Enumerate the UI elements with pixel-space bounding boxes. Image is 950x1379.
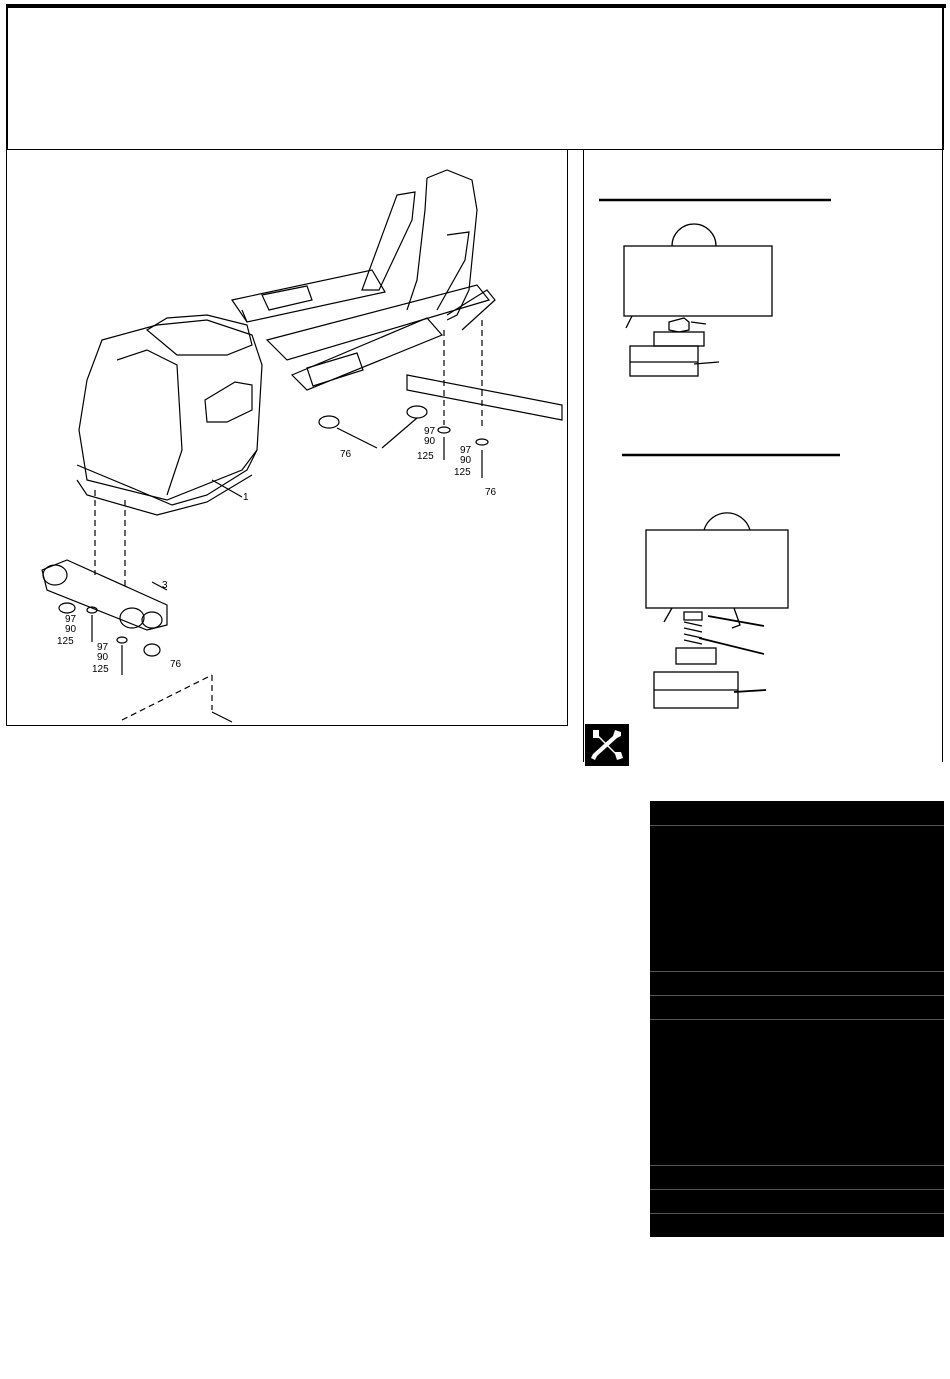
detail-b-nut xyxy=(676,648,716,664)
spec-row-divider xyxy=(650,971,944,972)
spec-row-divider xyxy=(650,825,944,826)
callout-125c: 125 xyxy=(57,636,74,647)
callout-125a: 125 xyxy=(417,451,434,462)
spec-row-divider xyxy=(650,1165,944,1166)
shroud-window xyxy=(205,382,252,422)
callout-1: 1 xyxy=(243,492,249,503)
callout-90a: 90 xyxy=(424,436,436,447)
rear-crossbar xyxy=(407,375,562,420)
callout-97b: 97 xyxy=(460,445,472,456)
lower-rail xyxy=(292,318,442,390)
upper-rail xyxy=(232,270,385,322)
specification-block xyxy=(650,801,944,1237)
assembly-diagram xyxy=(7,150,567,724)
callout-97d: 97 xyxy=(97,642,109,653)
spec-row-divider xyxy=(650,1213,944,1214)
front-stabilizer xyxy=(42,560,167,630)
callout-97a: 97 xyxy=(424,426,436,437)
main-rail xyxy=(267,285,489,360)
detail-b-frame-block xyxy=(646,530,788,608)
rear-upright-right xyxy=(427,170,477,320)
spec-row-divider xyxy=(650,995,944,996)
assembly-diagram-panel xyxy=(6,150,568,726)
detail-a-foot-pad xyxy=(630,346,698,376)
front-shroud xyxy=(79,320,262,500)
callout-76c: 76 xyxy=(170,659,182,670)
leveling-detail-panel xyxy=(583,150,943,762)
detail-a-nut xyxy=(654,332,704,346)
spec-row-divider xyxy=(650,1019,944,1020)
callout-90d: 90 xyxy=(97,652,109,663)
foot-pad-b xyxy=(407,406,427,418)
page-header-box xyxy=(6,8,944,150)
callout-76b: 76 xyxy=(485,487,497,498)
wrench-icon xyxy=(585,724,629,766)
callout-90c: 90 xyxy=(65,624,77,635)
spec-row-divider xyxy=(650,1189,944,1190)
foot-pad-a xyxy=(319,416,339,428)
callout-125b: 125 xyxy=(454,467,471,478)
rear-link-arm xyxy=(362,192,415,290)
callout-97c: 97 xyxy=(65,614,77,625)
callout-125d: 125 xyxy=(92,664,109,675)
leveling-detail-diagram xyxy=(584,150,942,762)
detail-a-frame-block xyxy=(624,246,772,316)
callout-3: 3 xyxy=(162,580,168,591)
callout-76a: 76 xyxy=(340,449,352,460)
callout-90b: 90 xyxy=(460,455,472,466)
